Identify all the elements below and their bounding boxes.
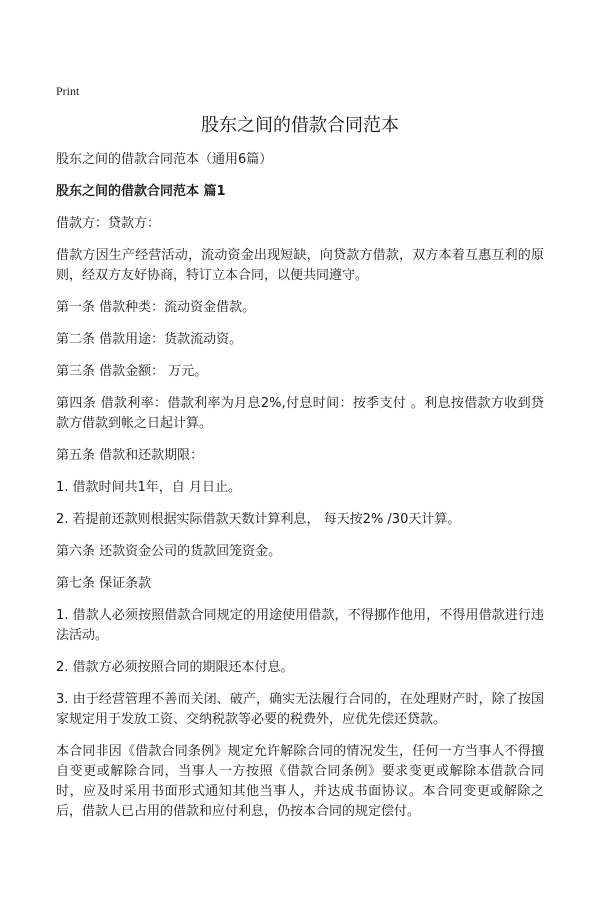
- paragraph: 第五条 借款和还款期限：: [56, 448, 204, 463]
- paragraph: 第六条 还款资金公司的货款回笼资金。: [56, 544, 282, 559]
- paragraph: 第一条 借款种类：流动资金借款。: [56, 300, 256, 315]
- document-body: [56, 150, 544, 822]
- paragraph: 2. 若提前还款则根据实际借款天数计算利息， 每天按2% /30天计算。: [56, 512, 461, 527]
- paragraph: 第二条 借款用途：货款流动资。: [56, 332, 243, 347]
- paragraph: 3. 由于经营管理不善而关闭、破产，确实无法履行合同的，在处理财产时，除了按国家规定用于发放工资、交纳税款等必要的税费外，应优先偿还贷款。: [56, 692, 544, 727]
- paragraph: 第四条 借款利率：借款利率为月息2%,付息时间：按季支付 。利息按借款方收到贷款方借款到帐之日起计算。: [56, 396, 544, 431]
- paragraph: 2. 借款方必须按照合同的期限还本付息。: [56, 660, 294, 675]
- paragraph: 第三条 借款金额： 万元。: [56, 364, 208, 379]
- paragraph: 借款方因生产经营活动，流动资金出现短缺，向贷款方借款，双方本着互惠互利的原则，经双方友好协商，特订立本合同，以便共同遵守。: [56, 248, 544, 283]
- section-heading: 股东之间的借款合同范本 篇1: [56, 184, 226, 199]
- paragraph: 1. 借款时间共1年，自 月日止。: [56, 480, 241, 495]
- paragraph: 第七条 保证条款: [56, 576, 152, 591]
- print-label[interactable]: Print: [56, 84, 80, 98]
- document-title: 股东之间的借款合同范本: [201, 115, 399, 136]
- paragraph: 1. 借款人必须按照借款合同规定的用途使用借款，不得挪作他用，不得用借款进行违法活动。: [56, 608, 544, 643]
- paragraph: 本合同非因《借款合同条例》规定允许解除合同的情况发生，任何一方当事人不得擅自变更或解除合同，当事人一方按照《借款合同条例》要求变更或解除本借款合同时，应及时采用书面形式通知其他当事人，并达成书面协议。本合同变更或解除之后，借款人已占用的借款和应付利息，仍按本合同的规定偿付。: [56, 744, 544, 819]
- paragraph: 借款方：贷款方：: [56, 216, 161, 231]
- paragraph: 股东之间的借款合同范本（通用6篇）: [56, 152, 273, 167]
